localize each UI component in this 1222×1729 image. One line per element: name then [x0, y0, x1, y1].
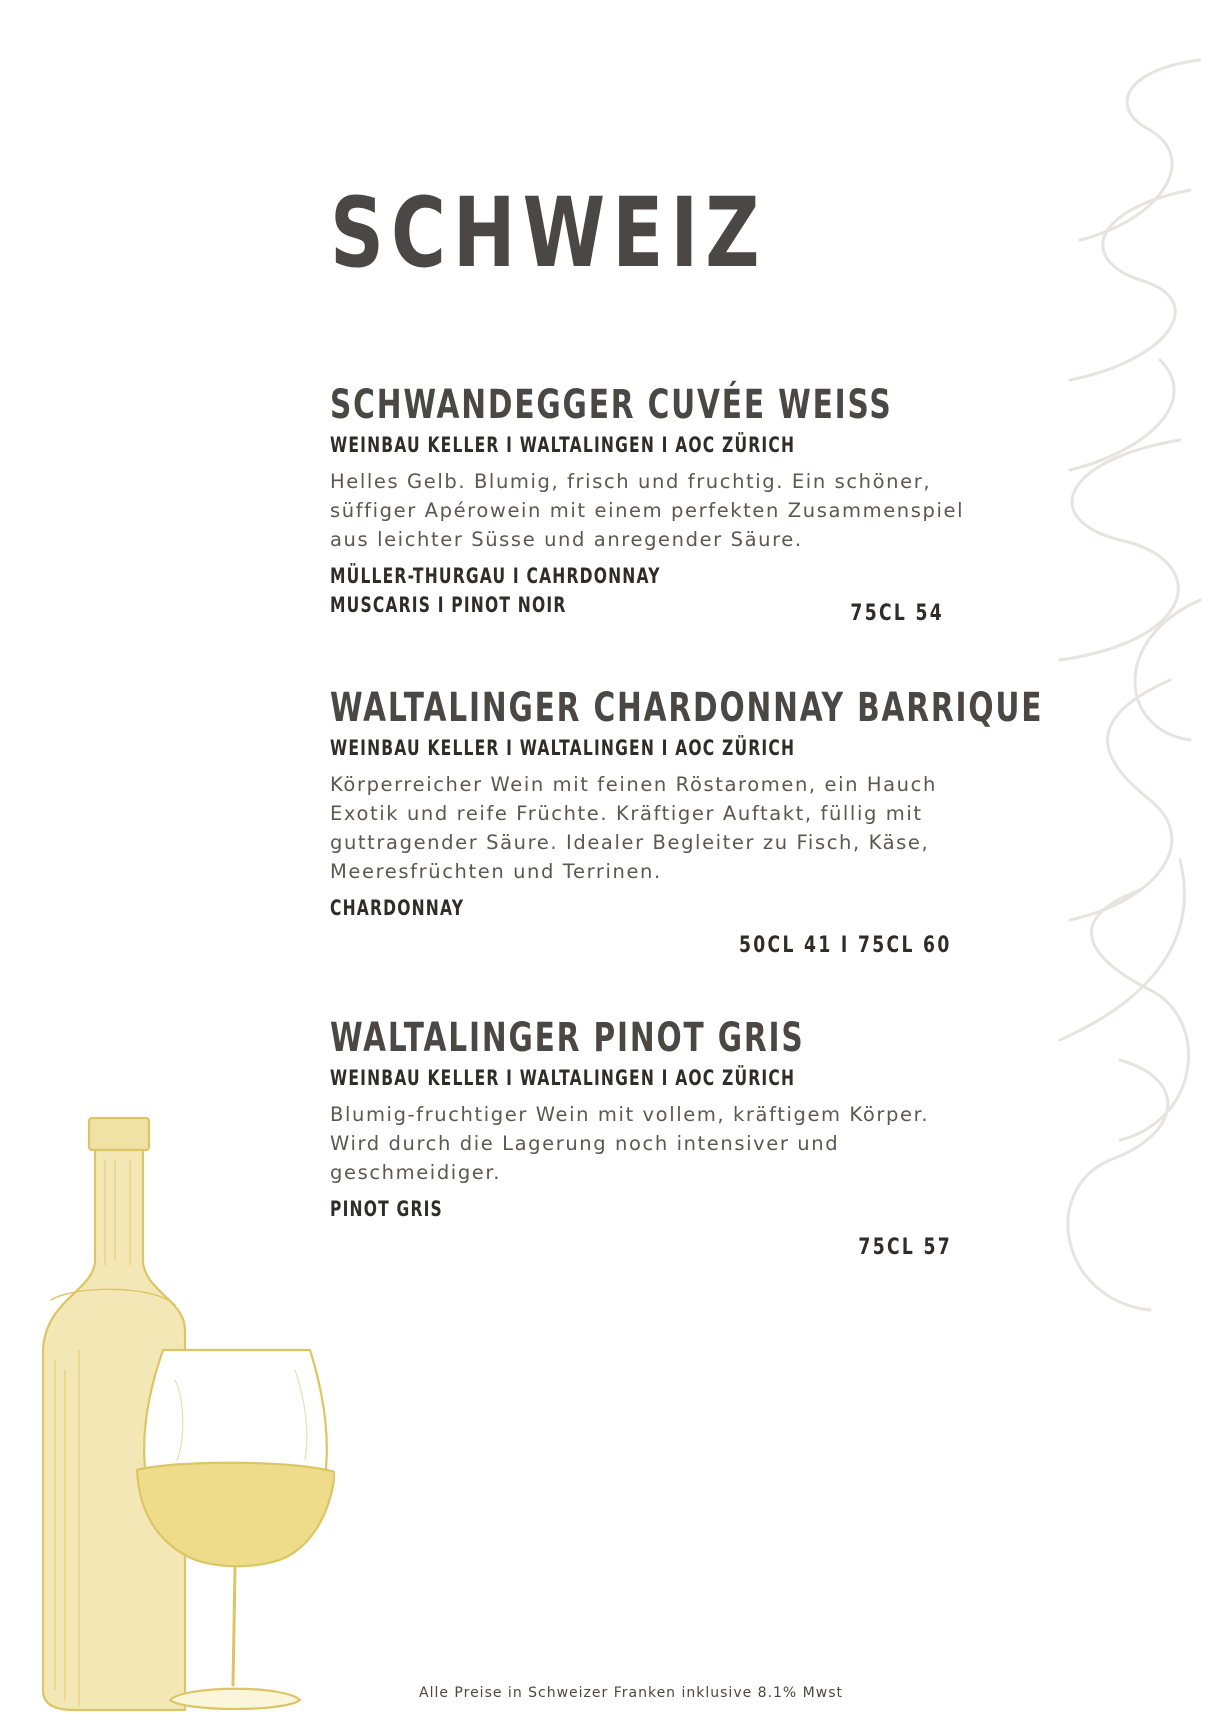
wine-entry-chardonnay-barrique [330, 685, 1044, 923]
description-line: Meeresfrüchten und Terrinen. [330, 860, 662, 883]
description-line: Exotik und reife Früchte. Kräftiger Auftakt, füllig mit [330, 802, 923, 825]
description-line: Körperreicher Wein mit feinen Röstaromen, ein Hauch [330, 773, 937, 796]
footnote-text: Alle Preise in Schweizer Franken inklusive 8.1% Mwst [419, 1685, 843, 1701]
description-line: guttragender Säure. Idealer Begleiter zu Fisch, Käse, [330, 831, 930, 854]
description-line: aus leichter Süsse und anregender Säure. [330, 528, 803, 551]
wine-producer: WEINBAU KELLER I WALTALINGEN I AOC ZÜRICH [330, 1066, 796, 1090]
description-line: geschmeidiger. [330, 1161, 502, 1184]
wine-producer: WEINBAU KELLER I WALTALINGEN I AOC ZÜRICH [330, 736, 796, 760]
wine-name: WALTALINGER CHARDONNAY BARRIQUE [330, 685, 1044, 731]
wine-grapes [330, 1195, 804, 1224]
wine-price: 75CL 57 [858, 1235, 952, 1260]
wine-producer: WEINBAU KELLER I WALTALINGEN I AOC ZÜRICH [330, 433, 796, 457]
grape-line: PINOT GRIS [330, 1197, 443, 1221]
wine-price: 50CL 41 I 75CL 60 [739, 933, 952, 958]
wine-bottle-and-glass-icon [35, 1100, 335, 1720]
grape-line: MUSCARIS I PINOT NOIR [330, 593, 567, 617]
wine-price: 75CL 54 [850, 601, 944, 626]
price-footnote [0, 1685, 1222, 1701]
wine-description [330, 770, 990, 886]
description-line: Helles Gelb. Blumig, frisch und fruchtig. Ein schöner, [330, 470, 932, 493]
description-line: süffiger Apérowein mit einem perfekten Zusammenspiel [330, 499, 965, 522]
page-title: SCHWEIZ [330, 177, 767, 289]
wine-entry-cuvee-weiss [330, 383, 970, 620]
grape-line: MÜLLER-THURGAU I CAHRDONNAY [330, 564, 661, 588]
wine-entry-pinot-gris [330, 1016, 970, 1224]
description-line: Blumig-fruchtiger Wein mit vollem, kräftigem Körper. [330, 1103, 930, 1126]
wine-name: WALTALINGER PINOT GRIS [330, 1015, 805, 1061]
wine-grapes [330, 894, 804, 923]
wine-description [330, 1100, 990, 1187]
description-line: Wird durch die Lagerung noch intensiver und [330, 1132, 840, 1155]
wine-grapes [330, 562, 804, 620]
wine-description [330, 467, 990, 554]
wine-name: SCHWANDEGGER CUVÉE WEISS [330, 382, 893, 428]
grape-line: CHARDONNAY [330, 896, 465, 920]
